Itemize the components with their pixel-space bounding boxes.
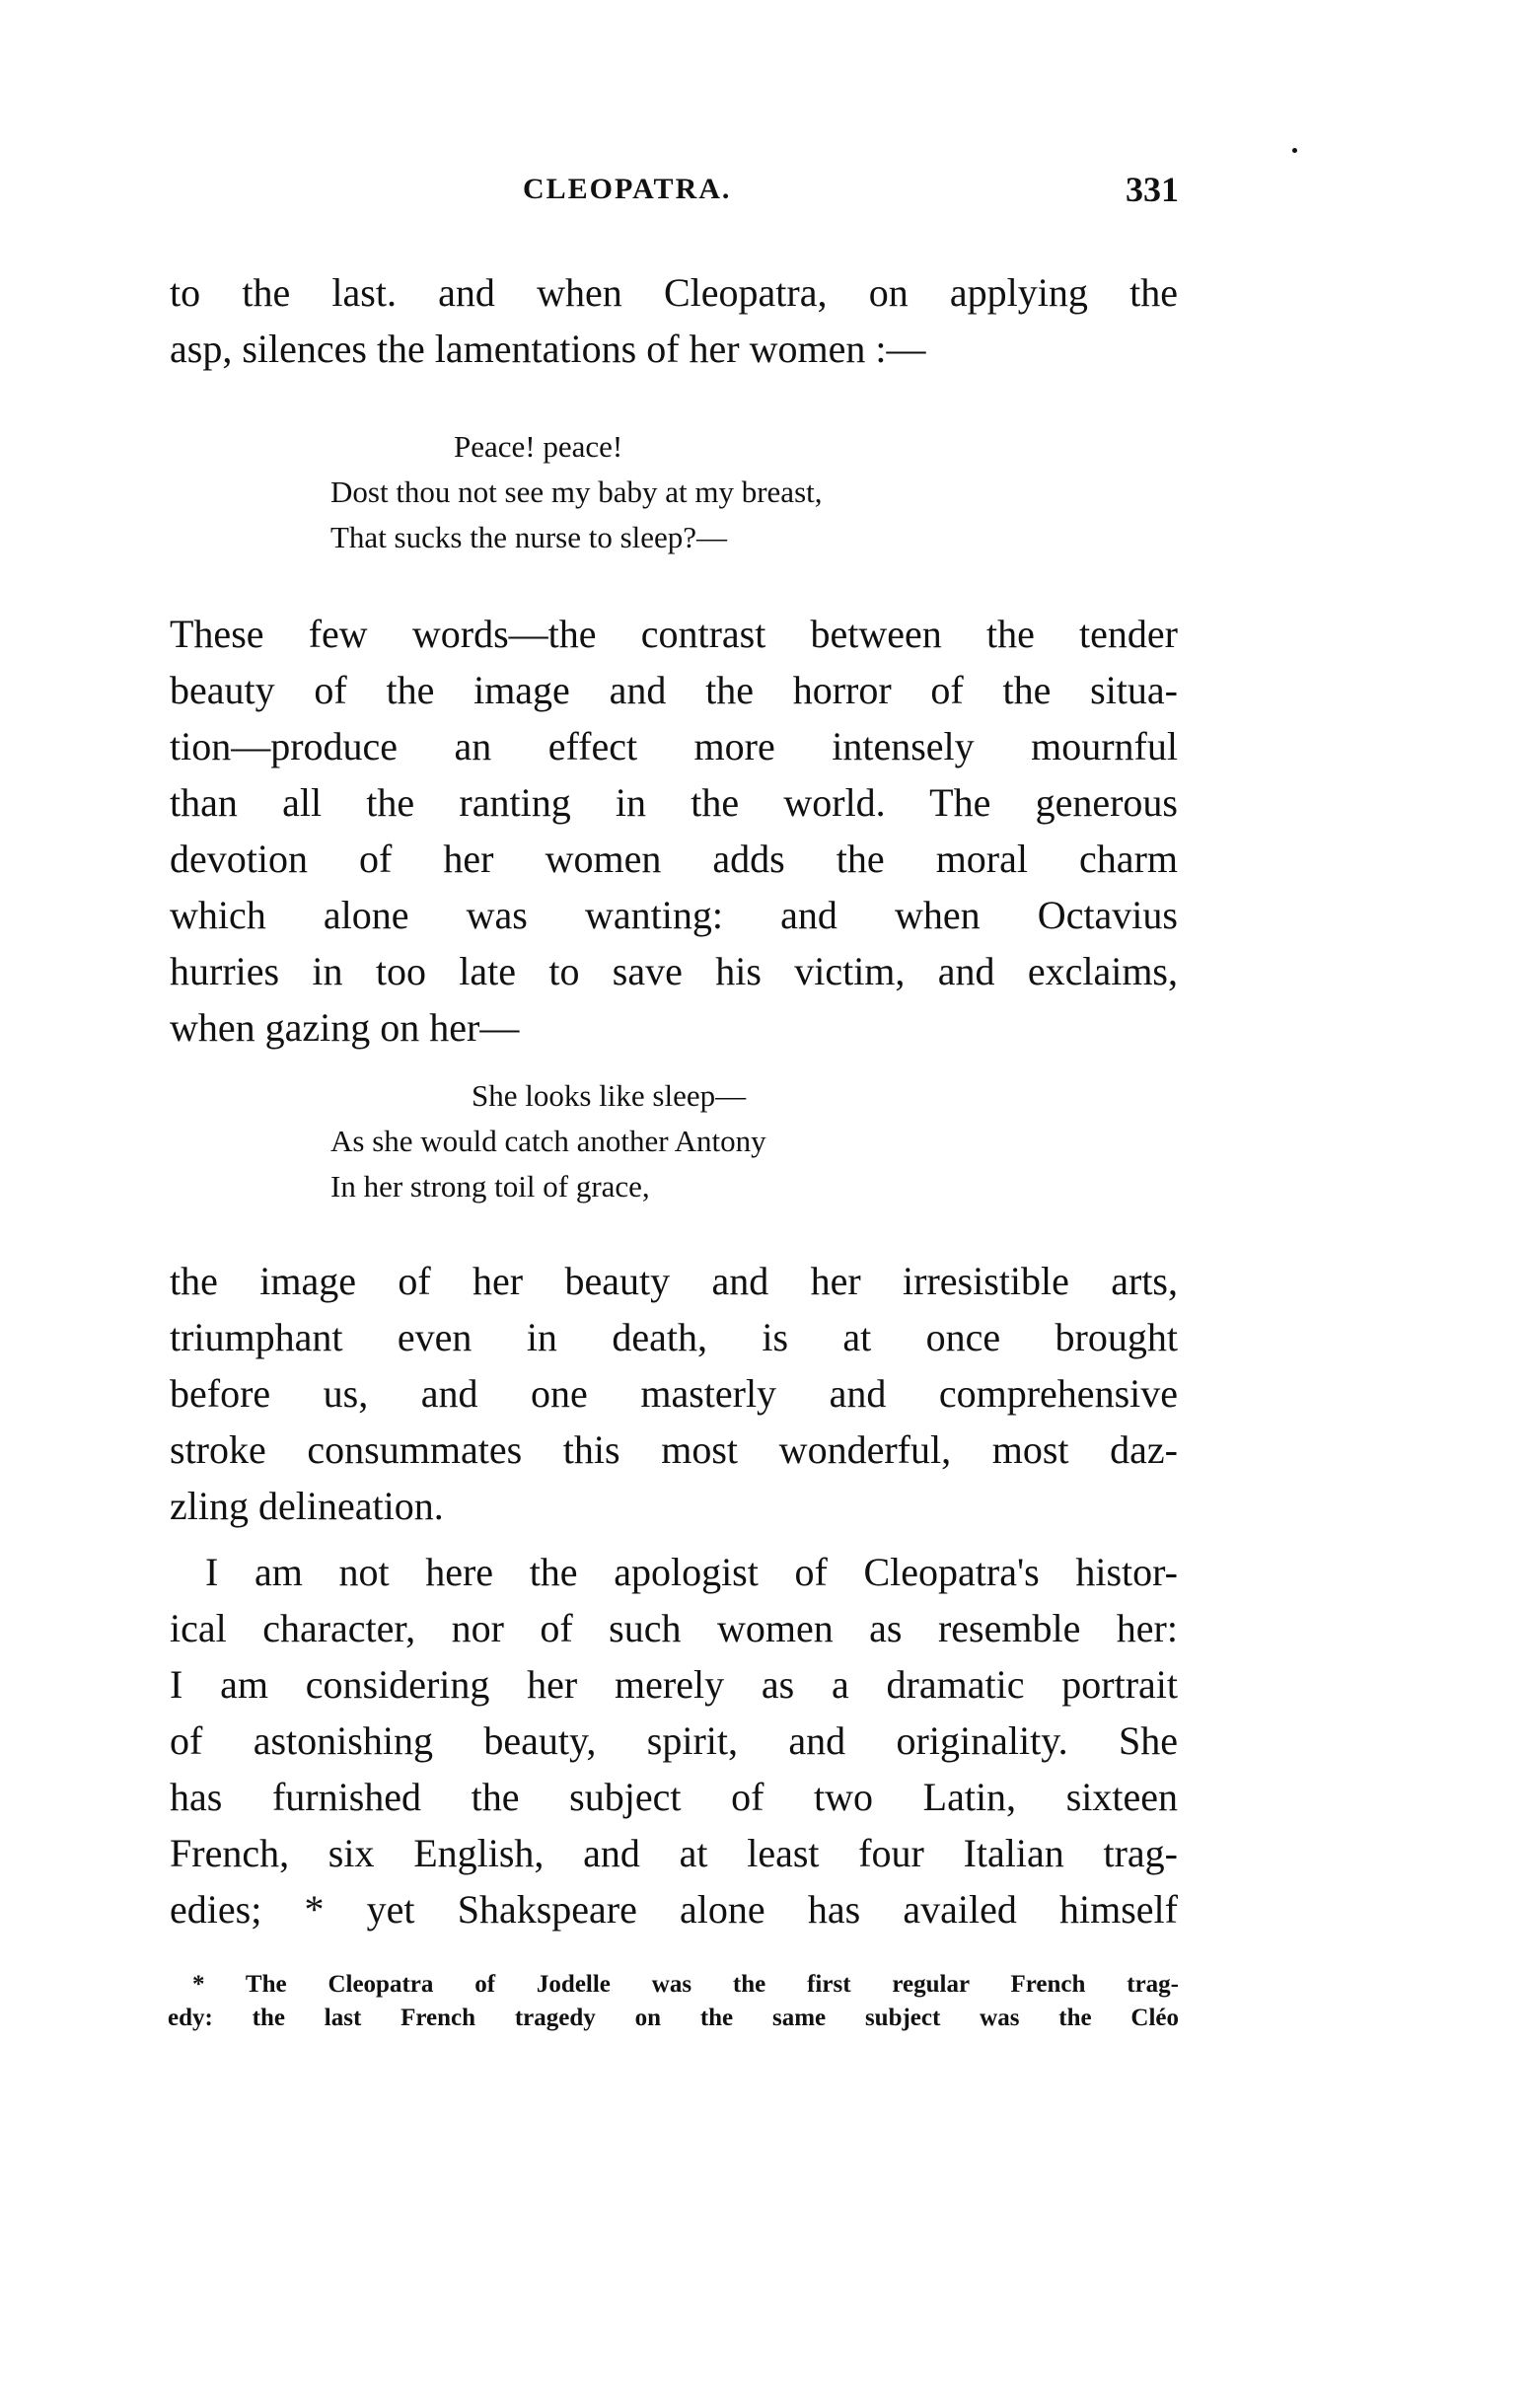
- text-line: beauty of the image and the horror of the situa-: [170, 668, 1178, 712]
- text-line: zling delineation.: [170, 1484, 444, 1528]
- text-line: which alone was wanting: and when Octavius: [170, 893, 1178, 937]
- paragraph-continuation: [170, 264, 1178, 377]
- text-line: devotion of her women adds the moral charm: [170, 837, 1178, 881]
- footnote: [168, 1968, 1179, 2035]
- footnote-line: * The Cleopatra of Jodelle was the first regular French trag-: [192, 1971, 1179, 1998]
- running-head: [168, 170, 1179, 222]
- text-line: tion—produce an effect more intensely mournful: [170, 724, 1178, 768]
- verse-line: As she would catch another Antony: [330, 1124, 766, 1158]
- text-line: ical character, nor of such women as resemble her:: [170, 1606, 1178, 1650]
- page-number: 331: [1126, 170, 1179, 209]
- text-line: French, six English, and at least four Italian trag-: [170, 1831, 1178, 1875]
- paragraph-continuation: [170, 1253, 1178, 1534]
- verse-line: That sucks the nurse to sleep?—: [330, 520, 728, 554]
- verse-line: Dost thou not see my baby at my breast,: [330, 474, 823, 509]
- verse-line: She looks like sleep—: [472, 1078, 747, 1113]
- text-line: has furnished the subject of two Latin, sixteen: [170, 1775, 1178, 1819]
- verse-quotation: [330, 1073, 766, 1209]
- text-line: before us, and one masterly and comprehensive: [170, 1371, 1178, 1416]
- scan-speck: [1292, 148, 1297, 153]
- text-line: I am not here the apologist of Cleopatra's histor-: [205, 1550, 1178, 1594]
- text-line: than all the ranting in the world. The generous: [170, 780, 1178, 825]
- text-line: to the last. and when Cleopatra, on applying the: [170, 270, 1178, 315]
- verse-line: In her strong toil of grace,: [330, 1169, 650, 1204]
- text-line: triumphant even in death, is at once brought: [170, 1315, 1178, 1359]
- text-line: stroke consummates this most wonderful, most daz-: [170, 1427, 1178, 1472]
- paragraph: [170, 606, 1178, 1056]
- footnote-line: edy: the last French tragedy on the same subject was the Cléo: [168, 2005, 1179, 2031]
- text-line: the image of her beauty and her irresistible arts,: [170, 1259, 1178, 1303]
- text-line: These few words—the contrast between the tender: [170, 612, 1178, 656]
- text-line: hurries in too late to save his victim, and exclaims,: [170, 949, 1178, 993]
- running-title: CLEOPATRA.: [523, 173, 732, 205]
- paragraph: [170, 1544, 1178, 1937]
- text-line: when gazing on her—: [170, 1005, 520, 1050]
- verse-quotation: [330, 424, 823, 560]
- text-line: of astonishing beauty, spirit, and originality. She: [170, 1718, 1178, 1763]
- text-line: I am considering her merely as a dramatic portrait: [170, 1662, 1178, 1707]
- verse-line: Peace! peace!: [454, 429, 623, 464]
- text-line: edies; * yet Shakspeare alone has availed himself: [170, 1887, 1178, 1932]
- text-line: asp, silences the lamentations of her women :—: [170, 327, 926, 371]
